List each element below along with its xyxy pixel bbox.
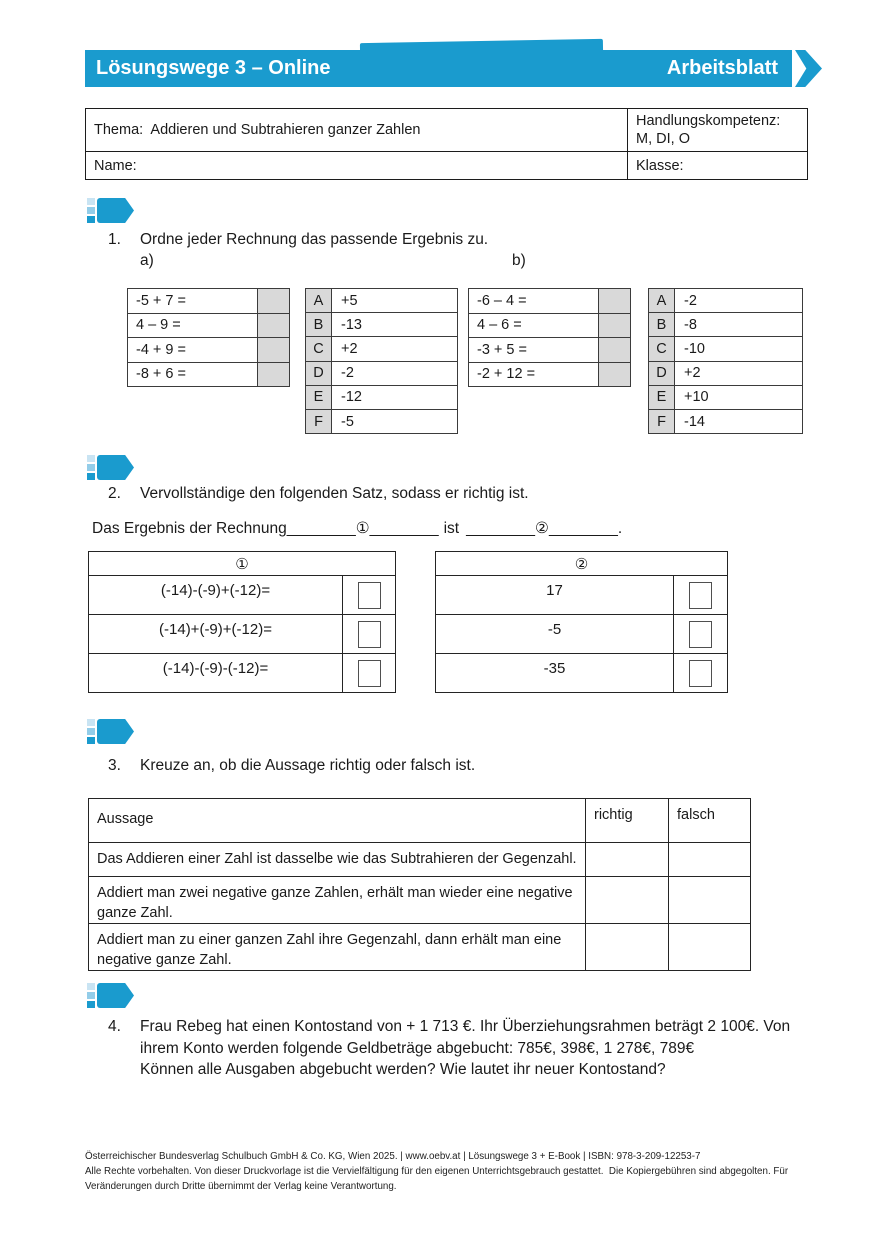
problem-cell: -4 + 9 =: [128, 338, 258, 363]
pencil-square-light: [87, 719, 95, 726]
statement-cell: Addiert man zu einer ganzen Zahl ihre Gegenzahl, dann erhält man eine negative ganze Zahl.: [89, 924, 586, 971]
ex1b-problems-table: [468, 288, 631, 387]
answer-cell[interactable]: [258, 362, 290, 387]
imprint-line: Österreichischer Bundesverlag Schulbuch GmbH & Co. KG, Wien 2025. | www.oebv.at | Lösungswege 3 + E-Book | ISBN: 978-3-209-12253-7: [85, 1151, 701, 1162]
table2-header: ②: [436, 552, 728, 576]
option-value: -12: [332, 385, 458, 409]
richtig-mark-cell[interactable]: [586, 843, 669, 877]
page-title: Lösungswege 3 – Online: [96, 57, 331, 79]
option-value: +5: [332, 289, 458, 313]
ex2-sentence: [92, 519, 622, 538]
problem-cell: -3 + 5 =: [469, 338, 599, 363]
option-key: E: [649, 385, 675, 409]
kompetenz-cell: Handlungskompetenz: M, DI, O: [628, 109, 808, 152]
option-key: B: [306, 313, 332, 337]
pencil-square-light: [87, 455, 95, 462]
ex2-table-2: [435, 551, 728, 693]
thema-cell: Thema: Addieren und Subtrahieren ganzer Zahlen: [86, 109, 628, 152]
option-key: A: [306, 289, 332, 313]
expression-cell: (-14)-(-9)-(-12)=: [89, 654, 343, 693]
option-value: +2: [332, 337, 458, 361]
sentence-period: .: [617, 520, 623, 537]
option-value: -5: [332, 409, 458, 433]
ex1b-options-table: [648, 288, 803, 434]
problem-cell: -5 + 7 =: [128, 289, 258, 314]
answer-cell[interactable]: [599, 362, 631, 387]
answer-cell[interactable]: [258, 313, 290, 338]
option-value: -8: [675, 313, 803, 337]
blank-line[interactable]: ________: [369, 520, 439, 537]
sentence-prefix: Das Ergebnis der Rechnung: [92, 520, 287, 537]
result-cell: -35: [436, 654, 674, 693]
option-key: A: [649, 289, 675, 313]
option-key: F: [306, 409, 332, 433]
aussage-header: Aussage: [89, 799, 586, 843]
ex1a-problems-table: [127, 288, 290, 387]
falsch-mark-cell[interactable]: [669, 924, 751, 971]
worksheet-badge: Arbeitsblatt: [666, 57, 778, 79]
info-table: [85, 108, 808, 180]
answer-cell[interactable]: [599, 289, 631, 314]
checkbox[interactable]: [358, 582, 381, 609]
answer-cell[interactable]: [258, 289, 290, 314]
answer-cell[interactable]: [258, 338, 290, 363]
ex1a-options-table: [305, 288, 458, 434]
checkbox[interactable]: [358, 660, 381, 687]
pencil-body: [97, 455, 134, 480]
falsch-header: falsch: [669, 799, 751, 843]
ex2-number: 2.: [108, 485, 121, 502]
option-value: -2: [332, 361, 458, 385]
pencil-square-dark: [87, 737, 95, 744]
ex2-prompt: Vervollständige den folgenden Satz, sodass er richtig ist.: [140, 485, 529, 502]
pencil-body: [97, 983, 134, 1008]
option-key: F: [649, 409, 675, 433]
option-value: -13: [332, 313, 458, 337]
checkbox[interactable]: [358, 621, 381, 648]
klasse-cell[interactable]: Klasse:: [628, 152, 808, 180]
option-value: +10: [675, 385, 803, 409]
option-key: D: [306, 361, 332, 385]
ex4-text-line: ihrem Konto werden folgende Geldbeträge abgebucht: 785€, 398€, 1 278€, 789€: [140, 1039, 695, 1057]
richtig-mark-cell[interactable]: [586, 924, 669, 971]
banner-arrow-icon: [795, 50, 822, 87]
richtig-mark-cell[interactable]: [586, 877, 669, 924]
pencil-square-light: [87, 983, 95, 990]
pencil-square-light: [87, 198, 95, 205]
pencil-marker-icon: [87, 983, 134, 1008]
sentence-mid: ist: [443, 520, 460, 537]
statement-cell: Das Addieren einer Zahl ist dasselbe wie das Subtrahieren der Gegenzahl.: [89, 843, 586, 877]
answer-cell[interactable]: [599, 338, 631, 363]
option-value: -10: [675, 337, 803, 361]
pencil-marker-icon: [87, 198, 134, 223]
imprint-line: Veränderungen durch Dritte übernimmt der Verlag keine Verantwortung.: [85, 1181, 397, 1192]
falsch-mark-cell[interactable]: [669, 843, 751, 877]
imprint-line: Alle Rechte vorbehalten. Von dieser Druckvorlage ist die Vervielfältigung für den eigenen Unterrichtsgebrauch gestattet. Die Kopiergebühren sind abgegolten. Für: [85, 1166, 789, 1177]
ex1-part-b-label: b): [512, 252, 526, 269]
pencil-square-dark: [87, 1001, 95, 1008]
option-key: D: [649, 361, 675, 385]
expression-cell: (-14)+(-9)+(-12)=: [89, 615, 343, 654]
blank-line[interactable]: ________: [548, 520, 618, 537]
ex1-number: 1.: [108, 231, 121, 248]
pencil-square-mid: [87, 728, 95, 735]
pencil-square-mid: [87, 464, 95, 471]
ex4-number: 4.: [108, 1018, 121, 1035]
result-cell: 17: [436, 576, 674, 615]
ex4-text-line: Frau Rebeg hat einen Kontostand von + 1 713 €. Ihr Überziehungsrahmen beträgt 2 100€. Von: [140, 1018, 791, 1035]
pencil-square-mid: [87, 992, 95, 999]
pencil-marker-icon: [87, 719, 134, 744]
ex3-statements-table: [88, 798, 751, 971]
pencil-square-mid: [87, 207, 95, 214]
problem-cell: -6 – 4 =: [469, 289, 599, 314]
problem-cell: -8 + 6 =: [128, 362, 258, 387]
option-key: E: [306, 385, 332, 409]
ex1-part-a-label: a): [140, 252, 154, 269]
ex3-prompt: Kreuze an, ob die Aussage richtig oder falsch ist.: [140, 757, 476, 774]
option-value: +2: [675, 361, 803, 385]
pencil-square-dark: [87, 473, 95, 480]
ex2-table-1: [88, 551, 396, 693]
option-value: -2: [675, 289, 803, 313]
option-key: B: [649, 313, 675, 337]
blank-line[interactable]: ________: [466, 520, 536, 537]
problem-cell: 4 – 6 =: [469, 313, 599, 338]
table1-header: ①: [89, 552, 396, 576]
pencil-marker-icon: [87, 455, 134, 480]
option-key: C: [306, 337, 332, 361]
imprint-footer: [85, 1149, 825, 1194]
ex1-prompt: Ordne jeder Rechnung das passende Ergebnis zu.: [140, 231, 489, 248]
answer-cell[interactable]: [599, 313, 631, 338]
option-key: C: [649, 337, 675, 361]
blank-line[interactable]: ________: [286, 520, 356, 537]
expression-cell: (-14)-(-9)+(-12)=: [89, 576, 343, 615]
circled-one: ①: [355, 520, 370, 537]
problem-cell: -2 + 12 =: [469, 362, 599, 387]
pencil-body: [97, 198, 134, 223]
result-cell: -5: [436, 615, 674, 654]
checkbox[interactable]: [689, 621, 712, 648]
pencil-body: [97, 719, 134, 744]
checkbox[interactable]: [689, 660, 712, 687]
ex4-task: [108, 1016, 800, 1081]
falsch-mark-cell[interactable]: [669, 877, 751, 924]
ex3-number: 3.: [108, 757, 121, 774]
richtig-header: richtig: [586, 799, 669, 843]
option-value: -14: [675, 409, 803, 433]
header-banner: [85, 50, 792, 87]
checkbox[interactable]: [689, 582, 712, 609]
circled-two: ②: [535, 520, 549, 537]
pencil-square-dark: [87, 216, 95, 223]
name-cell[interactable]: Name:: [86, 152, 628, 180]
statement-cell: Addiert man zwei negative ganze Zahlen, erhält man wieder eine negative ganze Zahl.: [89, 877, 586, 924]
ex4-text-line: Können alle Ausgaben abgebucht werden? Wie lautet ihr neuer Kontostand?: [140, 1061, 666, 1078]
problem-cell: 4 – 9 =: [128, 313, 258, 338]
